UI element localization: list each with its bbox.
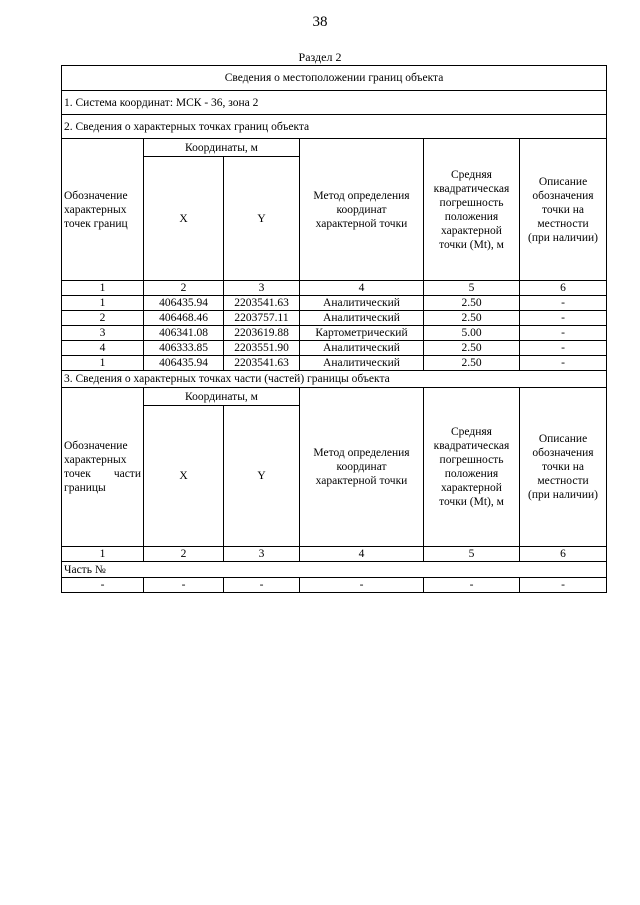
header2-error: Средняя квадратическая погрешность положения характерной точки (Mt), м xyxy=(424,388,520,547)
cell-x: - xyxy=(144,578,224,593)
table-row xyxy=(62,341,607,356)
coord-system-row xyxy=(62,91,607,115)
table-row xyxy=(62,296,607,311)
cell-x: 406435.94 xyxy=(144,296,224,311)
col-num: 1 xyxy=(62,281,144,296)
col-num: 5 xyxy=(424,547,520,562)
cell-error: 2.50 xyxy=(424,296,520,311)
header-x: X xyxy=(144,157,224,281)
header-point-label: Обозначение характерных точек границ xyxy=(62,139,144,281)
col-num: 1 xyxy=(62,547,144,562)
cell-x: 406333.85 xyxy=(144,341,224,356)
cell-desc: - xyxy=(520,341,607,356)
header2-point-label: Обозначение характерных точек части границы xyxy=(62,388,144,547)
cell-x: 406468.46 xyxy=(144,311,224,326)
cell-error: 2.50 xyxy=(424,311,520,326)
cell-error: 2.50 xyxy=(424,341,520,356)
points-section-title: 2. Сведения о характерных точках границ объекта xyxy=(62,115,607,139)
header-method: Метод определения координат характерной точки xyxy=(300,139,424,281)
col-num: 2 xyxy=(144,547,224,562)
cell-x: 406341.08 xyxy=(144,326,224,341)
table-row xyxy=(62,356,607,371)
boundary-table xyxy=(61,65,607,593)
column-numbers-row xyxy=(62,281,607,296)
cell-method: Аналитический xyxy=(300,311,424,326)
section-title: Раздел 2 xyxy=(298,50,342,64)
header-coords: Координаты, м xyxy=(144,139,300,157)
table-row xyxy=(62,311,607,326)
table-title: Сведения о местоположении границ объекта xyxy=(62,66,607,91)
cell-x: 406435.94 xyxy=(144,356,224,371)
cell-method: Аналитический xyxy=(300,356,424,371)
col-num: 4 xyxy=(300,281,424,296)
part-label: Часть № xyxy=(62,562,607,578)
part-label-row xyxy=(62,562,607,578)
cell-point: 3 xyxy=(62,326,144,341)
header-y: Y xyxy=(224,157,300,281)
coord-system-text: 1. Система координат: МСК - 36, зона 2 xyxy=(62,91,607,115)
header2-x: X xyxy=(144,406,224,547)
header2-coords: Координаты, м xyxy=(144,388,300,406)
cell-error: 2.50 xyxy=(424,356,520,371)
parts-section-row xyxy=(62,371,607,388)
cell-desc: - xyxy=(520,578,607,593)
cell-method: Аналитический xyxy=(300,296,424,311)
cell-method: Аналитический xyxy=(300,341,424,356)
cell-method: Картометрический xyxy=(300,326,424,341)
table-title-row xyxy=(62,66,607,91)
cell-y: 2203551.90 xyxy=(224,341,300,356)
cell-y: 2203619.88 xyxy=(224,326,300,341)
cell-error: 5.00 xyxy=(424,326,520,341)
cell-desc: - xyxy=(520,296,607,311)
cell-error: - xyxy=(424,578,520,593)
cell-point: 1 xyxy=(62,356,144,371)
header-desc: Описание обозначения точки на местности (при наличии) xyxy=(520,139,607,281)
table-row xyxy=(62,326,607,341)
col-num: 6 xyxy=(520,547,607,562)
page-number: 38 xyxy=(312,14,328,30)
parts-header-row-1 xyxy=(62,388,607,406)
cell-method: - xyxy=(300,578,424,593)
col-num: 2 xyxy=(144,281,224,296)
points-header-row-1 xyxy=(62,139,607,157)
cell-desc: - xyxy=(520,326,607,341)
header2-desc: Описание обозначения точки на местности (при наличии) xyxy=(520,388,607,547)
cell-y: 2203757.11 xyxy=(224,311,300,326)
cell-y: 2203541.63 xyxy=(224,296,300,311)
cell-desc: - xyxy=(520,356,607,371)
col-num: 4 xyxy=(300,547,424,562)
header-error: Средняя квадратическая погрешность положения характерной точки (Mt), м xyxy=(424,139,520,281)
cell-point: 4 xyxy=(62,341,144,356)
col-num: 5 xyxy=(424,281,520,296)
cell-y: - xyxy=(224,578,300,593)
col-num: 6 xyxy=(520,281,607,296)
cell-point: - xyxy=(62,578,144,593)
table-row xyxy=(62,578,607,593)
cell-desc: - xyxy=(520,311,607,326)
col-num: 3 xyxy=(224,547,300,562)
cell-point: 1 xyxy=(62,296,144,311)
header2-method: Метод определения координат характерной точки xyxy=(300,388,424,547)
header2-y: Y xyxy=(224,406,300,547)
column-numbers-row-2 xyxy=(62,547,607,562)
cell-y: 2203541.63 xyxy=(224,356,300,371)
points-section-row xyxy=(62,115,607,139)
cell-point: 2 xyxy=(62,311,144,326)
parts-section-title: 3. Сведения о характерных точках части (частей) границы объекта xyxy=(62,371,607,388)
col-num: 3 xyxy=(224,281,300,296)
